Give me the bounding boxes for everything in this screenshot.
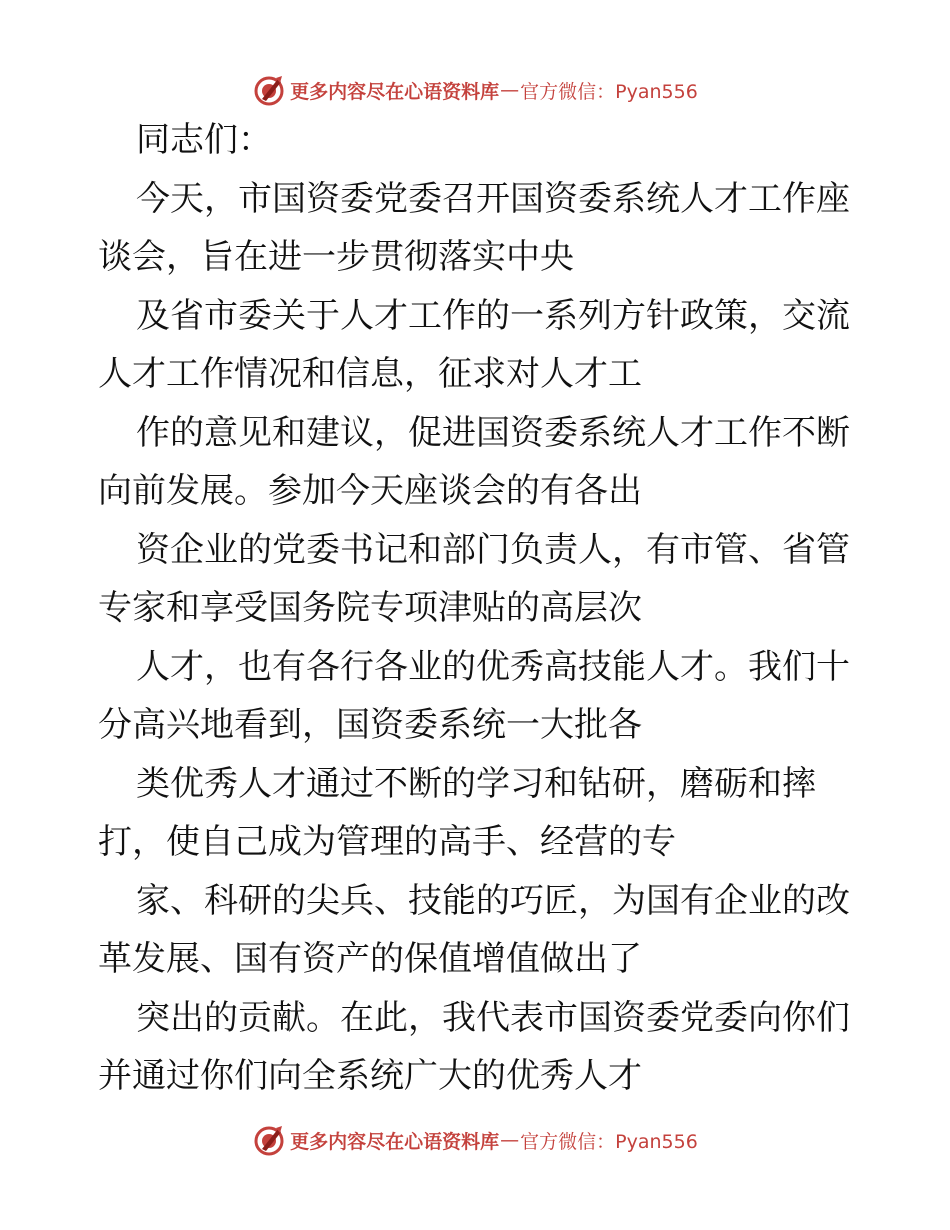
document-line: 人才，也有各行各业的优秀高技能人才。我们十 [136, 646, 850, 687]
footer-banner [0, 1120, 950, 1160]
banner-main-text: 更多内容尽在心语资料库 [290, 1130, 500, 1153]
document-line: 类优秀人才通过不断的学习和钻研，磨砺和摔 [136, 763, 816, 804]
banner-separator: — [500, 79, 520, 101]
document-line: 并通过你们向全系统广大的优秀人才 [98, 1056, 642, 1096]
document-line: 作的意见和建议，促进国资委系统人才工作不断 [136, 412, 850, 453]
quill-pen-logo-icon [252, 1123, 286, 1157]
document-line: 分高兴地看到，国资委系统一大批各 [98, 705, 642, 745]
document-line: 革发展、国有资产的保值增值做出了 [98, 939, 642, 979]
banner-separator: — [500, 1129, 520, 1151]
document-line: 及省市委关于人才工作的一系列方针政策，交流 [136, 295, 850, 336]
banner-main-text: 更多内容尽在心语资料库 [290, 80, 500, 103]
document-line: 人才工作情况和信息，征求对人才工 [98, 354, 642, 394]
document-line: 家、科研的尖兵、技能的巧匠，为国有企业的改 [136, 880, 850, 921]
document-line: 打，使自己成为管理的高手、经营的专 [98, 822, 676, 862]
banner-wechat-text: 官方微信：Pyan556 [520, 1130, 698, 1153]
document-line: 突出的贡献。在此，我代表市国资委党委向你们 [136, 997, 850, 1038]
document-line: 谈会，旨在进一步贯彻落实中央 [98, 237, 574, 277]
banner-wechat-text: 官方微信：Pyan556 [520, 80, 698, 103]
document-line: 专家和享受国务院专项津贴的高层次 [98, 588, 642, 628]
document-line: 资企业的党委书记和部门负责人，有市管、省管 [136, 529, 850, 570]
quill-pen-logo-icon [252, 73, 286, 107]
document-line: 向前发展。参加今天座谈会的有各出 [98, 471, 642, 511]
document-line: 今天，市国资委党委召开国资委系统人才工作座 [136, 178, 850, 219]
header-banner [0, 70, 950, 110]
document-line: 同志们： [136, 120, 272, 160]
